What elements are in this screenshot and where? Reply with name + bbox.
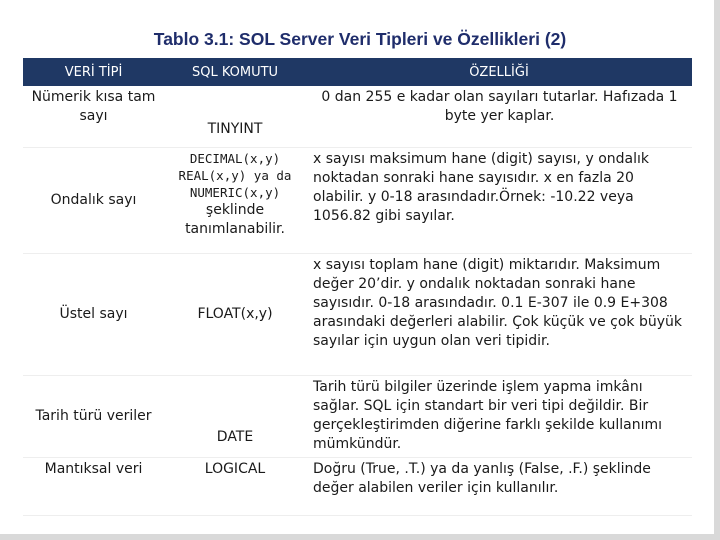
command-text: DATE — [216, 428, 254, 445]
command-note-text: şeklinde tanımlanabilir. — [185, 201, 285, 237]
command-code-text: DECIMAL(x,y) REAL(x,y) ya da NUMERIC(x,y) — [178, 150, 292, 200]
row-type-cell: Ondalık sayı — [23, 147, 164, 253]
row-description-cell: Tarih türü bilgiler üzerinde işlem yapma imkânı sağlar. SQL için standart bir veri tipi değildir. Bir gerçekleştirimden diğerine farklı şekilde kullanımı mümkündür. — [306, 375, 692, 457]
row-description-cell: x sayısı toplam hane (digit) miktarıdır. Maksimum değer 20’dir. y ondalık noktadan sonraki hane sayısıdır. 0-18 arasındadır. 0.1 E-307 ile 0.9 E+308 arasındaki değerleri alabilir. Çok küçük ve çok büyük sayılar için uygun olan veri tipidir. — [306, 253, 692, 375]
row-type-cell: Üstel sayı — [23, 253, 164, 375]
table-row — [23, 86, 692, 147]
row-command-cell: FLOAT(x,y) — [164, 253, 306, 375]
header-property: ÖZELLİĞİ — [306, 58, 692, 86]
page-title: Tablo 3.1: SOL Server Veri Tipleri ve Özellikleri (2) — [153, 29, 567, 49]
row-command-cell: LOGICAL — [164, 457, 306, 515]
row-command-cell — [164, 86, 306, 147]
command-text: TINYINT — [207, 120, 263, 137]
table-row — [23, 253, 692, 375]
row-description-cell: Doğru (True, .T.) ya da yanlış (False, .F.) şeklinde değer alabilen veriler için kullanılır. — [306, 457, 692, 515]
row-type-cell: Nümerik kısa tam sayı — [23, 86, 164, 147]
table-row — [23, 147, 692, 253]
data-types-table — [23, 58, 692, 516]
row-description-cell: 0 dan 255 e kadar olan sayıları tutarlar. Hafızada 1 byte yer kaplar. — [306, 86, 692, 147]
row-description-cell: x sayısı maksimum hane (digit) sayısı, y ondalık noktadan sonraki hane sayısıdır. x en fazla 20 olabilir. y 0-18 arasındadır.Örnek: -10.22 veya 1056.82 gibi sayılar. — [306, 147, 692, 253]
table-row — [23, 457, 692, 515]
row-type-cell: Tarih türü veriler — [23, 375, 164, 457]
row-command-cell — [164, 147, 306, 253]
row-command-cell — [164, 375, 306, 457]
header-sql-command: SQL KOMUTU — [164, 58, 306, 86]
table-header-row — [23, 58, 692, 86]
header-data-type: VERİ TİPİ — [23, 58, 164, 86]
table-row — [23, 375, 692, 457]
row-type-cell: Mantıksal veri — [23, 457, 164, 515]
